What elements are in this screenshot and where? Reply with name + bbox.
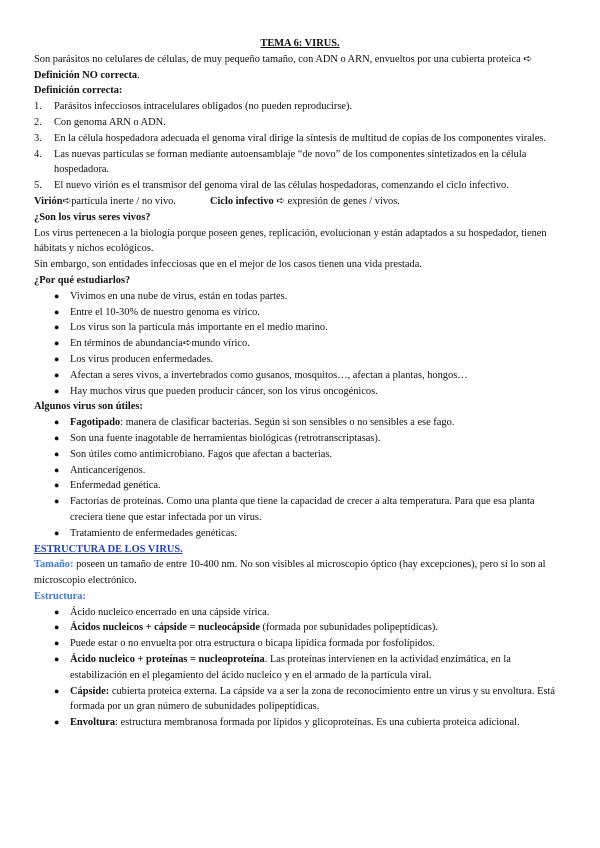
bullet-icon: ●: [54, 496, 60, 507]
item-bold: Ácidos nucleicos + cápside = nucleocápside: [70, 622, 260, 634]
utiles-list: [34, 415, 566, 541]
list-item: [34, 384, 566, 400]
ciclo-text: ➪ expresión de genes / vivos.: [273, 195, 400, 207]
por-que-list: [34, 289, 566, 400]
list-item: [34, 715, 566, 731]
ciclo-label: Ciclo infectivo: [209, 195, 274, 207]
list-item: [34, 178, 566, 194]
list-item: [34, 463, 566, 479]
list-item: [34, 684, 566, 716]
item-bold: Envoltura: [70, 717, 116, 729]
tamano-text: poseen un tamaño de entre 10-400 nm. No son visibles al microscopio óptico (hay excepciones), pero sí lo son al microscopio electrónico.: [34, 559, 546, 587]
bullet-icon: ●: [54, 654, 60, 665]
item-text: : estructura membranosa formada por lípidos y glicoproteínas. Es una cubierta proteica adicional.: [115, 717, 520, 729]
intro-end: .: [137, 69, 140, 81]
bullet-icon: ●: [54, 385, 60, 396]
item-text: En la célula hospedadora adecuada el genoma viral dirige la síntesis de multitud de copias de los componentes virales.: [54, 132, 546, 144]
def-correct-list: [34, 99, 566, 194]
list-item: [34, 652, 566, 684]
item-text: Las nuevas partículas se forman mediante autoensamblaje “de novo” de los componentes sintetizados en la célula hospedadora.: [54, 148, 527, 176]
intro-text: Son parásitos no celulares de células, de muy pequeño tamaño, con ADN o ARN, envueltos por una cubierta proteica: [34, 53, 521, 65]
bullet-icon: ●: [54, 369, 60, 380]
bullet-icon: ●: [54, 432, 60, 443]
virion-text: ➪partícula inerte / no vivo.: [62, 195, 176, 207]
item-text: Enfermedad genética.: [70, 480, 161, 492]
item-text: . Las proteínas intervienen en la actividad enzimática, en la estabilización en el plegamiento del ácido nucleico y en el armado de la partícula viral.: [70, 654, 511, 681]
item-text: cubierta proteica externa. La cápside va a ser la zona de reconocimiento entre un virus y su envoltura. Está formada por un gran número de subunidades polipeptídicas.: [70, 685, 556, 713]
item-text: En términos de abundancia➪mundo vírico.: [70, 338, 250, 350]
item-text: Vivimos en una nube de virus, están en todas partes.: [70, 290, 288, 302]
bullet-icon: ●: [54, 322, 60, 333]
item-text: Hay muchos virus que pueden producir cáncer, son los virus oncogénicos.: [70, 385, 378, 397]
list-item: [34, 431, 566, 447]
item-bold: Ácido nucleico + proteínas = nucleoproteína: [70, 654, 265, 666]
item-number: 5.: [34, 180, 42, 192]
tamano-label: Tamaño:: [34, 559, 74, 571]
por-que-heading: ¿Por qué estudiarlos?: [34, 274, 131, 286]
item-text: Con genoma ARN o ADN.: [54, 116, 166, 128]
list-item: [34, 526, 566, 542]
list-item: [34, 478, 566, 494]
bullet-icon: ●: [54, 717, 60, 728]
item-number: 3.: [34, 132, 42, 144]
item-bold: Cápside:: [70, 685, 110, 697]
list-item: [34, 99, 566, 115]
item-text: Anticancerígenos.: [70, 464, 146, 476]
list-item: [34, 620, 566, 636]
list-item: [34, 131, 566, 147]
estructura-section-title: ESTRUCTURA DE LOS VIRUS.: [34, 543, 183, 555]
list-item: [34, 368, 566, 384]
bullet-icon: ●: [54, 417, 60, 428]
list-item: [34, 115, 566, 131]
virion-line: [34, 194, 566, 210]
bullet-icon: ●: [54, 527, 60, 538]
list-item: [34, 289, 566, 305]
virion-label: Virión: [34, 195, 63, 207]
bullet-icon: ●: [54, 464, 60, 475]
list-item: [34, 352, 566, 368]
document-title: TEMA 6: VIRUS.: [260, 38, 340, 49]
item-text: Son útiles como antimicrobiano. Fagos que afectan a bacterias.: [70, 448, 332, 460]
intro-arrow: ➪: [520, 53, 533, 65]
item-text: Afectan a seres vivos, a invertebrados como gusanos, mosquitos…, afectan a plantas, hongos…: [70, 369, 468, 381]
item-bold: Fagotipado: [70, 417, 121, 429]
seres-vivos-heading: ¿Son los virus seres vivos?: [34, 211, 151, 223]
item-number: 1.: [34, 101, 42, 113]
list-item: [34, 305, 566, 321]
item-text: : manera de clasificar bacterias. Según si son sensibles o no sensibles a ese fago.: [120, 417, 455, 429]
bullet-icon: ●: [54, 353, 60, 364]
bullet-icon: ●: [54, 338, 60, 349]
item-text: El nuevo virión es el transmisor del genoma viral de las células hospedadoras, comenzando el ciclo infectivo.: [54, 180, 509, 192]
item-text: Factorías de proteínas. Como una planta que tiene la capacidad de crecer a alta temperatura. Para que esa planta creciera tiene que estar infectada por un virus.: [70, 496, 535, 523]
bullet-icon: ●: [54, 290, 60, 301]
bullet-icon: ●: [54, 685, 60, 696]
item-text: Puede estar o no envuelta por otra estructura o bicapa lipídica formada por fosfolípidos.: [70, 638, 435, 650]
item-text: (formada por subunidades polipeptídicas).: [259, 622, 438, 634]
list-item: [34, 494, 566, 526]
intro-bold: Definición NO correcta: [34, 69, 138, 81]
estructura-list: [34, 605, 566, 731]
item-text: Son una fuente inagotable de herramientas biológicas (retrotranscriptasas).: [70, 432, 381, 444]
def-correct-heading: Definición correcta:: [34, 85, 123, 97]
list-item: [34, 636, 566, 652]
bullet-icon: ●: [54, 448, 60, 459]
estructura-label: Estructura:: [34, 590, 86, 602]
item-number: 2.: [34, 116, 42, 128]
list-item: [34, 605, 566, 621]
bullet-icon: ●: [54, 306, 60, 317]
item-text: Los virus producen enfermedades.: [70, 353, 214, 365]
bullet-icon: ●: [54, 638, 60, 649]
list-item: [34, 336, 566, 352]
intro-paragraph: [34, 52, 566, 84]
item-text: Entre el 10-30% de nuestro genoma es vírico.: [70, 306, 260, 318]
item-text: Los virus son la partícula más importante en el medio marino.: [70, 322, 328, 334]
list-item: [34, 147, 566, 179]
list-item: [34, 447, 566, 463]
seres-vivos-p2: Sin embargo, son entidades infecciosas que en el mejor de los casos tienen una vida prestada.: [34, 259, 422, 271]
bullet-icon: ●: [54, 606, 60, 617]
seres-vivos-p1: Los virus pertenecen a la biología porque poseen genes, replicación, evolucionan y están adaptados a su hospedador, tienen hábitats y nichos ecológicos.: [34, 227, 547, 255]
item-text: Ácido nucleico encerrado en una cápside vírica.: [70, 606, 270, 618]
tamano-paragraph: [34, 557, 566, 589]
item-text: Tratamiento de enfermedades genéticas.: [70, 527, 237, 539]
bullet-icon: ●: [54, 480, 60, 491]
item-text: Parásitos infecciosos intracelulares obligados (no pueden reproducirse).: [54, 101, 353, 113]
utiles-heading: Algunos virus son útiles:: [34, 401, 143, 413]
list-item: [34, 415, 566, 431]
item-number: 4.: [34, 148, 42, 160]
bullet-icon: ●: [54, 622, 60, 633]
list-item: [34, 320, 566, 336]
